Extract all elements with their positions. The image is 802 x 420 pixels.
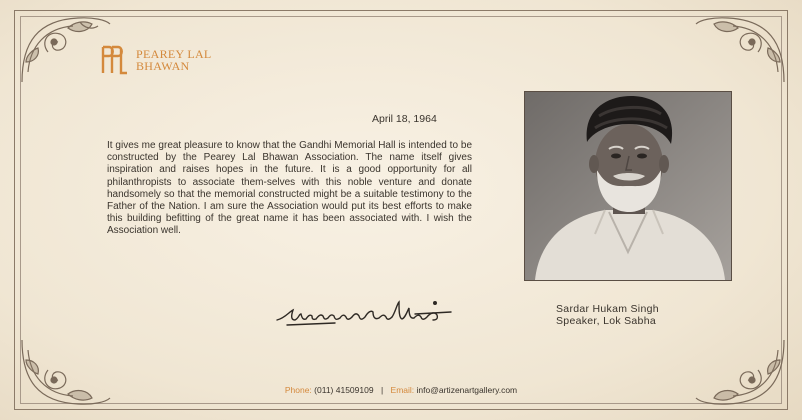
letter-body: It gives me great pleasure to know that the Gandhi Memorial Hall is intended to be constructed by the Pearey Lal Bhawan Association. The name itself gives inspiration and raises hopes in the future. It is a good opportunity for all philanthropists to associate them-selves with this noble venture and donate handsomely so that the memorial constructed might be a suitable testimony to the Father of the Nation. I am sure the Association would put its best efforts to make this building befitting of the great name it has been associated with. I wish the Association well. [107,140,472,237]
phone-label: Phone: [284,385,312,395]
brand-name-line-1: PEAREY LAL [136,47,212,61]
corner-ornament-icon [693,12,788,87]
handwritten-signature [275,298,465,332]
brand-name [136,48,212,72]
corner-ornament-icon [693,335,788,410]
phone-number[interactable]: (011) 41509109 [314,385,374,395]
pl-monogram-icon [98,44,130,76]
portrait-name: Sardar Hukam Singh [556,303,659,315]
letter-date: April 18, 1964 [372,113,437,125]
portrait-title: Speaker, Lok Sabha [556,315,656,327]
email-label: Email: [390,385,415,395]
portrait-photo [524,91,732,281]
brand-name-line-2: BHAWAN [136,59,190,73]
contact-footer [0,385,802,395]
corner-ornament-icon [18,335,113,410]
portrait-caption [556,303,659,327]
email-link[interactable]: info@artizenartgallery.com [416,385,518,395]
footer-separator: | [380,385,384,395]
brand-logo[interactable] [98,44,212,76]
